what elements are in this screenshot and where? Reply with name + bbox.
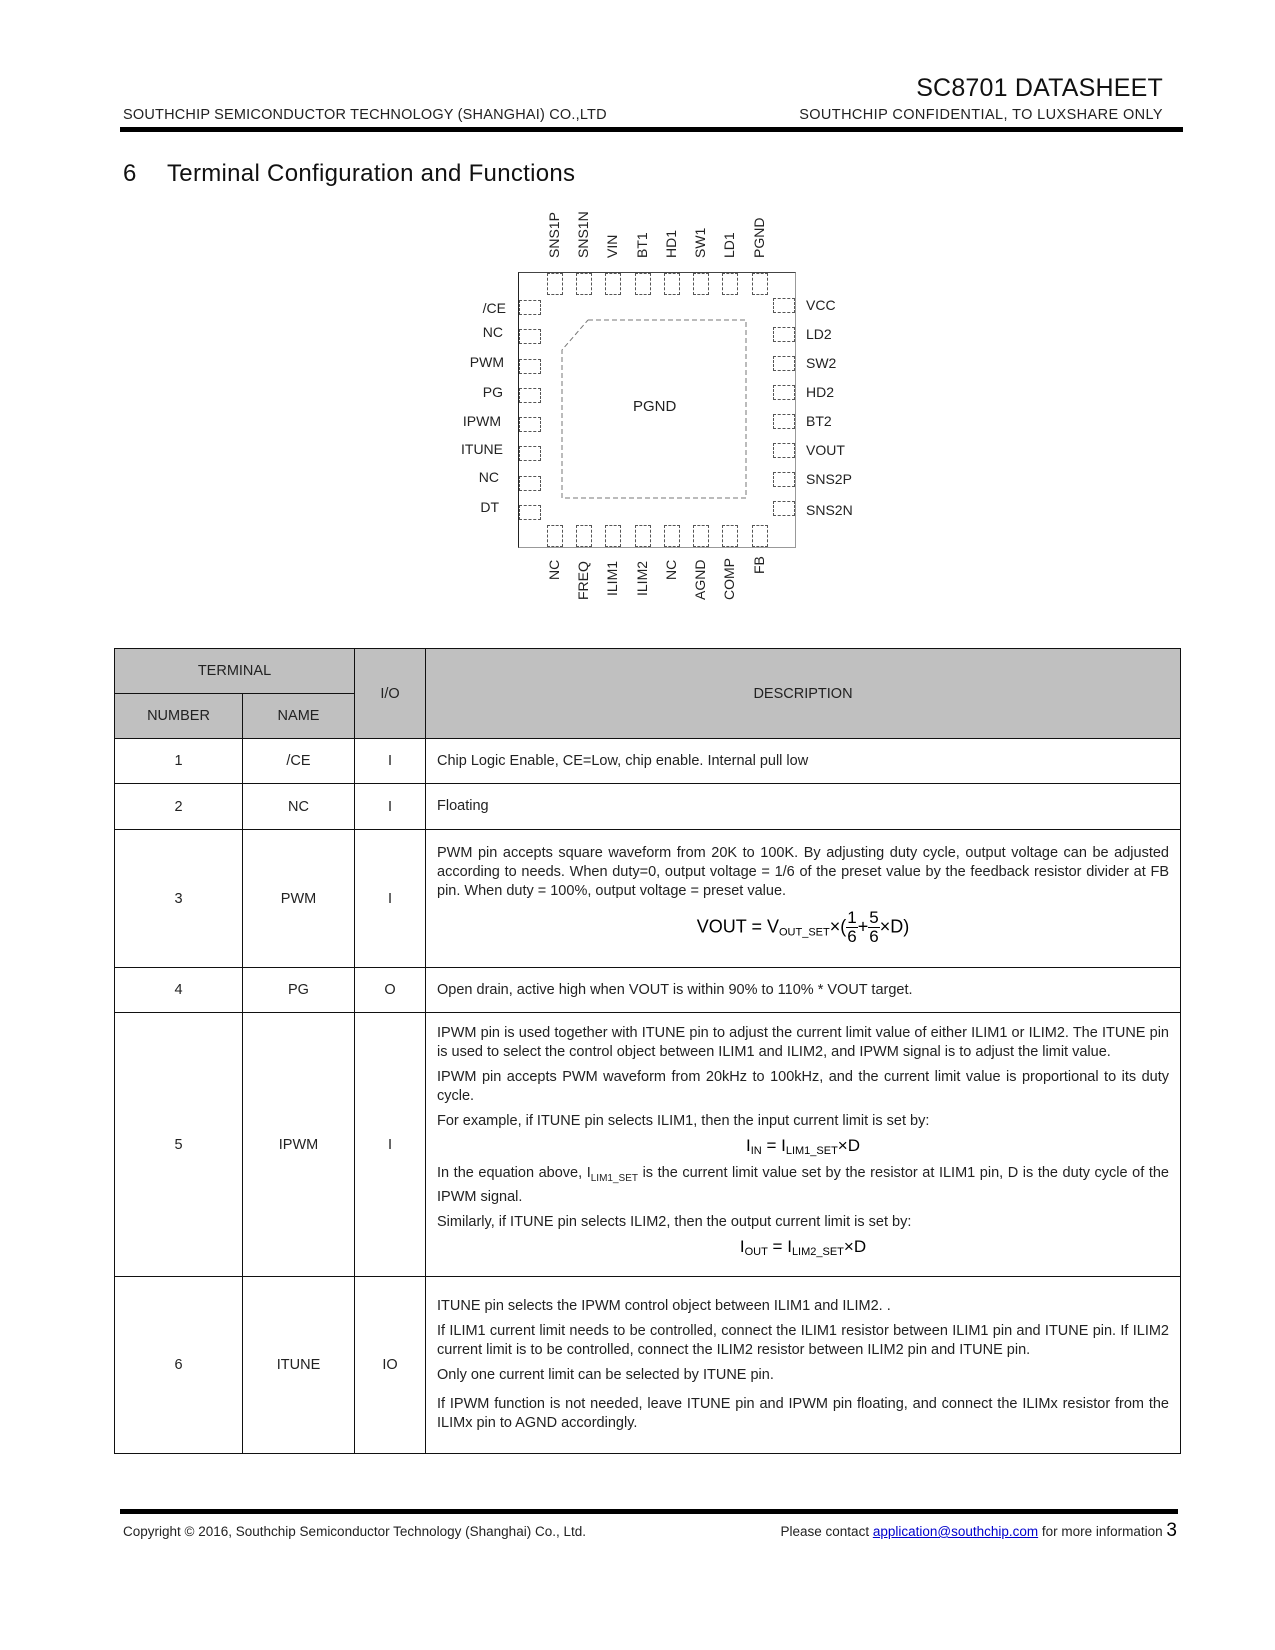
section-title: Terminal Configuration and Functions: [167, 160, 576, 187]
contact-email-link[interactable]: application@southchip.com: [872, 1524, 1039, 1539]
header-terminal: TERMINAL: [115, 649, 355, 694]
section-number: 6: [123, 160, 137, 187]
pin-label-left: DT: [480, 499, 499, 515]
pin-io: O: [355, 968, 426, 1013]
text-span: is the current limit value set by the resistor at ILIM1 pin, D is the duty cycle of the IPWM signal.: [437, 1165, 1169, 1205]
pin-label-right: LD2: [806, 326, 832, 342]
pin-pad: [664, 525, 680, 547]
pin-name: ITUNE: [243, 1277, 355, 1454]
pin-description: [426, 830, 1181, 968]
pin-pad: [605, 273, 621, 295]
contact-text: for more information: [1038, 1524, 1167, 1539]
description-text: [437, 1164, 1169, 1207]
pin-io: IO: [355, 1277, 426, 1454]
pin-pad: [519, 388, 541, 403]
equation-text: ×D): [879, 915, 910, 936]
pin-label-top: BT1: [634, 232, 650, 258]
pin-label-bottom: FB: [751, 556, 767, 574]
pin-number: 1: [115, 739, 243, 784]
description-text: ITUNE pin selects the IPWM control object between ILIM1 and ILIM2. .: [437, 1298, 891, 1314]
pin-pad: [773, 356, 795, 371]
table-row: [115, 830, 1181, 968]
pin-label-left: /CE: [482, 300, 506, 316]
pin-io: I: [355, 830, 426, 968]
equation-text: ×D: [837, 1136, 861, 1156]
description-text: Open drain, active high when VOUT is within 90% to 110% * VOUT target.: [437, 981, 913, 998]
pin-label-bottom: NC: [546, 559, 562, 580]
pin-label-left: NC: [482, 324, 503, 340]
pin-pad: [576, 273, 592, 295]
pin-pad: [722, 525, 738, 547]
pin-description: [426, 1013, 1181, 1277]
contact-line: [781, 1520, 1177, 1542]
pin-pad: [773, 443, 795, 458]
document-title: SC8701 DATASHEET: [916, 74, 1163, 102]
pin-label-left: ITUNE: [461, 441, 503, 457]
description-text: PWM pin accepts square waveform from 20K to 100K. By adjusting duty cycle, output voltage can be adjusted according to needs. When duty=0, output voltage = 1/6 of the preset value by the feedback resistor divider at FB pin. When duty = 100%, output voltage = preset value.: [437, 844, 1169, 899]
pin-pad: [576, 525, 592, 547]
pin-label-bottom: AGND: [692, 559, 708, 600]
equation-text: = I: [761, 1136, 786, 1156]
contact-text: Please contact: [780, 1524, 873, 1539]
description-text: Chip Logic Enable, CE=Low, chip enable. Internal pull low: [437, 752, 809, 769]
equation-text: ×(: [829, 915, 847, 936]
pin-number: 2: [115, 784, 243, 830]
equation-text: I: [739, 1236, 745, 1256]
table-row: [115, 739, 1181, 784]
description-text: If ILIM1 current limit needs to be controlled, connect the ILIM1 resistor between ILIM1 pin and ITUNE pin. If ILIM2 current limit is to be controlled, connect the ILIM2 resistor between ILIM2 pin and ITUNE pin.: [437, 1323, 1169, 1358]
pin-number: 6: [115, 1277, 243, 1454]
pin-label-right: SNS2N: [806, 502, 853, 518]
pin-label-right: VOUT: [806, 442, 845, 458]
pin-pad: [752, 273, 768, 295]
description-text: If IPWM function is not needed, leave ITUNE pin and IPWM pin floating, and connect the ILIMx resistor from the ILIMx pin to AGND accordingly.: [437, 1396, 1169, 1431]
vout-equation: [437, 909, 1169, 946]
company-name: SOUTHCHIP SEMICONDUCTOR TECHNOLOGY (SHANGHAI) CO.,LTD: [123, 107, 607, 123]
pin-label-bottom: NC: [663, 559, 679, 580]
pinout-diagram: [0, 0, 1275, 620]
pin-label-left: PWM: [469, 354, 504, 370]
text-span: In the equation above, I: [437, 1165, 591, 1182]
equation-text: ×D: [843, 1236, 867, 1256]
pin-io: I: [355, 784, 426, 830]
pin-pad: [773, 327, 795, 342]
equation-subscript: LIM1_SET: [785, 1145, 838, 1158]
table-row: [115, 1277, 1181, 1454]
equation-text: I: [745, 1136, 751, 1156]
pin-pad: [519, 300, 541, 315]
pin-pad: [635, 273, 651, 295]
header-name: NAME: [243, 694, 355, 739]
description-text: For example, if ITUNE pin selects ILIM1, then the input current limit is set by:: [437, 1113, 930, 1130]
pin-label-top: SNS1N: [575, 211, 591, 258]
pin-label-right: BT2: [806, 413, 832, 429]
footer-divider: [120, 1509, 1178, 1514]
pin-pad: [664, 273, 680, 295]
pin-pad: [519, 359, 541, 374]
pin-pad: [547, 525, 563, 547]
pin-pad: [605, 525, 621, 547]
pin-label-top: SNS1P: [546, 212, 562, 258]
pin-label-right: HD2: [806, 384, 835, 400]
pin-pad: [519, 417, 541, 432]
page-number: 3: [1166, 1520, 1177, 1541]
pin-io: I: [355, 739, 426, 784]
pin-pad: [722, 273, 738, 295]
pin-description: [426, 739, 1181, 784]
pin-number: 3: [115, 830, 243, 968]
pin-name: IPWM: [243, 1013, 355, 1277]
pin-label-top: SW1: [692, 227, 708, 258]
pin-label-top: LD1: [721, 232, 737, 258]
pin-label-top: PGND: [751, 217, 767, 258]
pin-pad: [635, 525, 651, 547]
description-text: Similarly, if ITUNE pin selects ILIM2, then the output current limit is set by:: [437, 1213, 912, 1230]
pin-function-table: [114, 648, 1181, 1454]
iout-equation: [437, 1236, 1169, 1263]
table-row: [115, 968, 1181, 1013]
equation-subscript: IN: [750, 1145, 762, 1158]
equation-text: = I: [767, 1236, 792, 1256]
pin-name: /CE: [243, 739, 355, 784]
pin-label-right: SW2: [806, 355, 837, 371]
confidential-notice: SOUTHCHIP CONFIDENTIAL, TO LUXSHARE ONLY: [799, 107, 1163, 123]
header-description: DESCRIPTION: [426, 649, 1181, 739]
pin-pad: [693, 525, 709, 547]
equation-subscript: OUT_SET: [778, 925, 830, 938]
fraction-numerator: 1: [847, 907, 857, 927]
pin-pad: [773, 298, 795, 313]
pin-label-right: VCC: [806, 297, 836, 313]
pin-pad: [547, 273, 563, 295]
description-text: Only one current limit can be selected by ITUNE pin.: [437, 1367, 774, 1383]
iin-equation: [437, 1135, 1169, 1162]
pin-description: [426, 1277, 1181, 1454]
fraction-denominator: 6: [869, 926, 879, 946]
pin-label-bottom: FREQ: [575, 561, 591, 600]
pin-label-right: SNS2P: [806, 471, 852, 487]
pin-label-bottom: ILIM1: [604, 560, 620, 596]
pin-pad: [773, 385, 795, 400]
pin-description: [426, 784, 1181, 830]
pin-number: 4: [115, 968, 243, 1013]
pin-pad: [752, 525, 768, 547]
exposed-pad-label: PGND: [633, 398, 677, 415]
pin-pad: [773, 472, 795, 487]
header-number: NUMBER: [115, 694, 243, 739]
table-row: [115, 1013, 1181, 1277]
pin-description: [426, 968, 1181, 1013]
pin-label-bottom: COMP: [721, 558, 737, 600]
header-io: I/O: [355, 649, 426, 739]
text-subscript: LIM1_SET: [590, 1172, 638, 1184]
equation-subscript: OUT: [744, 1245, 768, 1258]
description-text: IPWM pin is used together with ITUNE pin to adjust the current limit value of either ILIM1 or ILIM2. The ITUNE pin is used to select the control object between ILIM1 and ILIM2, and IPWM signal is to adjust the limit value.: [437, 1025, 1169, 1061]
pin-label-bottom: ILIM2: [634, 560, 650, 596]
pin-label-top: VIN: [604, 234, 620, 258]
fraction: [868, 909, 879, 946]
pin-pad: [519, 329, 541, 344]
pin-label-left: PG: [482, 384, 503, 400]
equation-text: +: [857, 915, 869, 936]
fraction: [846, 909, 857, 946]
pin-label-left: NC: [478, 469, 499, 485]
copyright-notice: Copyright © 2016, Southchip Semiconductor Technology (Shanghai) Co., Ltd.: [123, 1524, 586, 1539]
table-row: [115, 784, 1181, 830]
pin-pad: [773, 414, 795, 429]
description-text: Floating: [437, 798, 489, 814]
pin-pad: [693, 273, 709, 295]
pin-pad: [519, 476, 541, 491]
equation-subscript: LIM2_SET: [791, 1245, 844, 1258]
pin-name: PG: [243, 968, 355, 1013]
pin-name: PWM: [243, 830, 355, 968]
description-text: IPWM pin accepts PWM waveform from 20kHz to 100kHz, and the current limit value is proportional to its duty cycle.: [437, 1069, 1169, 1105]
pin-name: NC: [243, 784, 355, 830]
pin-number: 5: [115, 1013, 243, 1277]
fraction-numerator: 5: [869, 907, 879, 927]
fraction-denominator: 6: [847, 926, 857, 946]
equation-text: VOUT = V: [696, 915, 779, 936]
pin-io: I: [355, 1013, 426, 1277]
pin-label-top: HD1: [663, 229, 679, 258]
pin-pad: [519, 446, 541, 461]
pin-label-left: IPWM: [462, 413, 501, 429]
pin-pad: [773, 501, 795, 516]
pin-pad: [519, 505, 541, 520]
